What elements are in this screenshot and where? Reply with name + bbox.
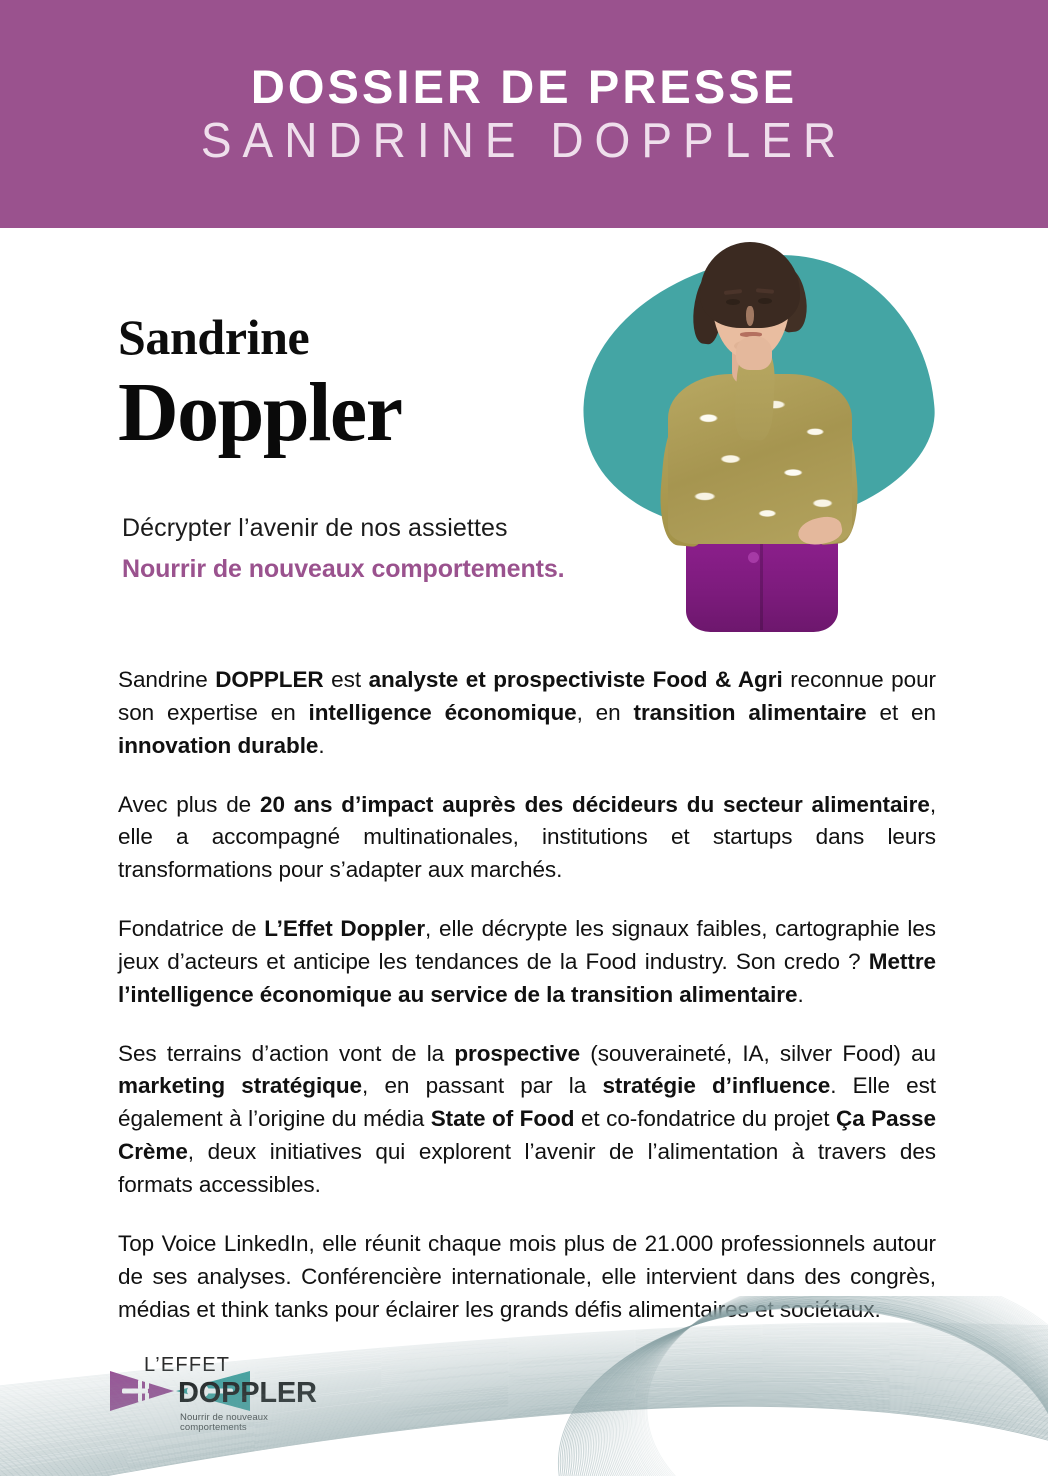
emphasis-run: 20 ans d’impact auprès des décideurs du secteur alimentaire xyxy=(260,791,930,817)
header-subtitle: SANDRINE DOPPLER xyxy=(200,112,848,168)
text-run: , en passant par la xyxy=(362,1073,603,1099)
text-run: , deux initiatives qui explorent l’avenir de l’alimentation à travers des formats accessibles. xyxy=(118,1139,936,1197)
emphasis-run: Ça Passe Crème xyxy=(118,1106,936,1165)
text-run: et co-fondatrice du projet xyxy=(574,1106,836,1132)
text-run: reconnue pour son expertise en xyxy=(118,667,936,725)
text-run: , en xyxy=(576,699,634,725)
portrait-composition xyxy=(560,228,980,648)
name-last: Doppler xyxy=(118,366,402,459)
tagline-primary: Décrypter l’avenir de nos assiettes xyxy=(122,513,508,542)
logo-line-main: DOPPLER xyxy=(178,1377,317,1409)
emphasis-run: State of Food xyxy=(430,1106,575,1132)
emphasis-run: DOPPLER xyxy=(215,667,324,692)
biography-paragraph-1 xyxy=(118,664,936,763)
emphasis-run: transition alimentaire xyxy=(633,699,867,725)
hero-section xyxy=(0,228,1048,648)
emphasis-run: Mettre l’intelligence économique au service de la transition alimentaire xyxy=(118,948,936,1007)
emphasis-run: intelligence économique xyxy=(308,699,577,725)
biography-paragraph-5 xyxy=(118,1228,936,1327)
text-run: Ses terrains d’action vont de la xyxy=(118,1040,455,1066)
biography-paragraph-2 xyxy=(118,789,936,888)
tagline-accent: Nourrir de nouveaux comportements. xyxy=(122,555,565,584)
emphasis-run: innovation durable xyxy=(118,732,319,758)
name-first: Sandrine xyxy=(118,309,310,365)
portrait-hand-chin xyxy=(736,336,772,370)
emphasis-run: analyste et prospectiviste Food & Agri xyxy=(368,667,783,692)
text-run: . Elle est également à l’origine du média xyxy=(118,1073,937,1132)
text-run: , elle décrypte les signaux faibles, cartographie les jeux d’acteurs et anticipe les tendances de la Food industry. Son credo ? xyxy=(118,916,936,974)
text-run: Sandrine xyxy=(118,667,216,692)
text-run: . xyxy=(797,981,804,1007)
emphasis-run: marketing stratégique xyxy=(118,1073,363,1099)
text-run: et en xyxy=(866,699,936,725)
header-band xyxy=(0,0,1048,228)
emphasis-run: prospective xyxy=(454,1040,581,1066)
emphasis-run: stratégie d’influence xyxy=(602,1073,831,1099)
text-run: Fondatrice de xyxy=(118,916,265,942)
portrait-trouser-button xyxy=(748,552,759,563)
biography-text xyxy=(118,664,936,1326)
logo-line-top: L’EFFET xyxy=(144,1354,231,1376)
text-run: . xyxy=(318,732,325,758)
portrait-eye-left xyxy=(726,299,740,305)
brand-logo[interactable] xyxy=(108,1354,317,1433)
page-title: DOSSIER DE PRESSE xyxy=(250,59,798,113)
portrait-illustration xyxy=(652,236,867,636)
text-run: Avec plus de xyxy=(118,791,260,817)
logo-slogan: Nourrir de nouveaux comportements xyxy=(180,1412,268,1433)
biography-paragraph-3 xyxy=(118,913,936,1012)
portrait-nose xyxy=(746,306,754,326)
biography-paragraph-4 xyxy=(118,1038,936,1202)
text-run: , elle a accompagné multinationales, institutions et startups dans leurs transformations pour s’adapter aux marchés. xyxy=(118,791,937,883)
text-run: est xyxy=(323,667,369,692)
identity-block xyxy=(118,309,588,586)
text-run: Top Voice LinkedIn, elle réunit chaque mois plus de 21.000 professionnels autour de ses analyses. Conférencière internationale, elle intervient dans des congrès, médias et think tanks pour éclairer les grands défis alimentaires et sociétaux. xyxy=(118,1230,936,1322)
portrait-eye-right xyxy=(758,298,772,304)
portrait-trouser-seam xyxy=(760,542,763,630)
emphasis-run: L’Effet Doppler xyxy=(264,916,426,942)
logo-wordmark xyxy=(130,1355,315,1432)
text-run: (souveraineté, IA, silver Food) au xyxy=(580,1040,936,1066)
